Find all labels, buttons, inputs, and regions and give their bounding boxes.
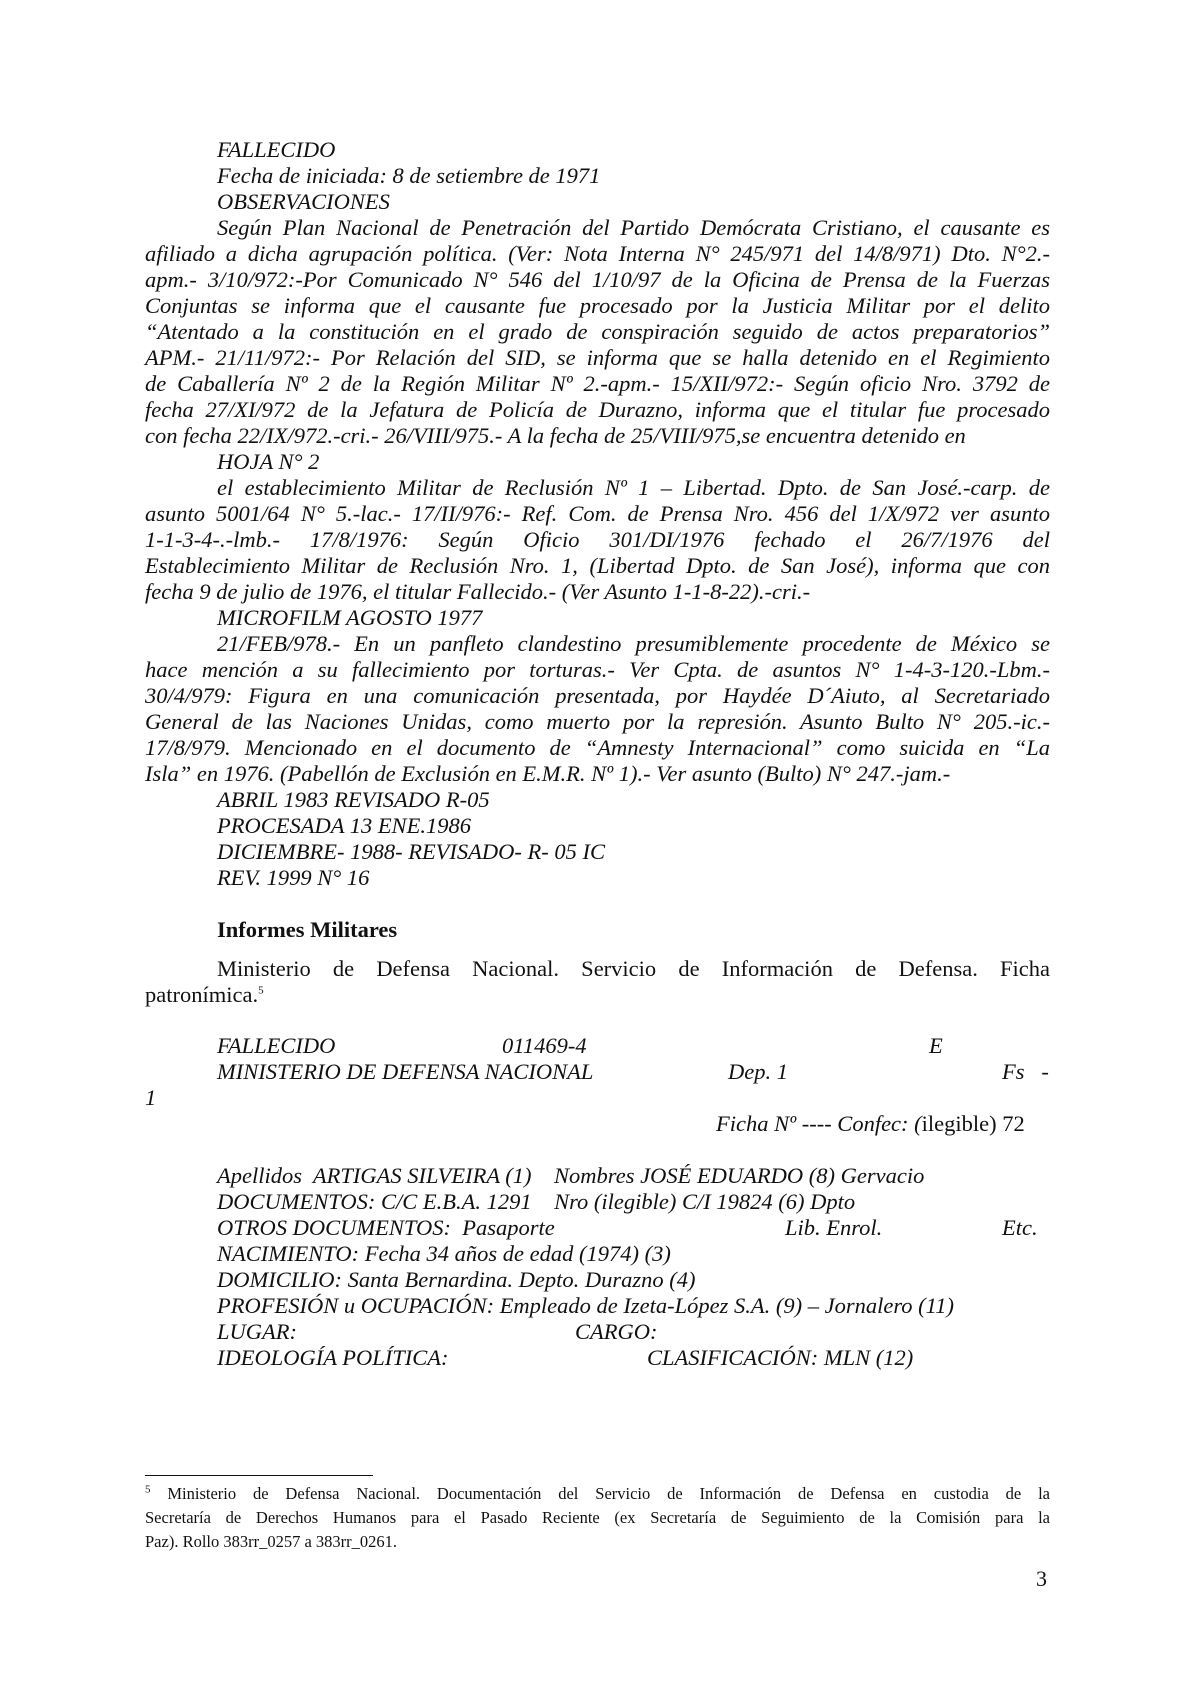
observaciones-line: Conjuntas se informa que el causante fue procesado por la Justicia Militar por el delito bbox=[145, 293, 1050, 318]
ficha2-clasificacion: CLASIFICACIÓN: MLN (12) bbox=[647, 1345, 914, 1370]
ficha2-ministerio: MINISTERIO DE DEFENSA NACIONAL bbox=[217, 1059, 594, 1084]
revision-line: REV. 1999 N° 16 bbox=[217, 865, 370, 890]
ficha2-lugar: LUGAR: bbox=[217, 1319, 297, 1344]
footnote-number: 5 bbox=[145, 1483, 151, 1496]
ficha2-etc: Etc. bbox=[1002, 1215, 1038, 1240]
revision-line: ABRIL 1983 REVISADO R-05 bbox=[217, 787, 490, 812]
observaciones-line: fecha 27/XI/972 de la Jefatura de Policía de Durazno, informa que el titular fue procesado bbox=[145, 397, 1050, 422]
hoja-line: asunto 5001/64 N° 5.-lac.- 17/II/976:- Ref. Com. de Prensa Nro. 456 del 1/X/972 ver asunto bbox=[145, 501, 1050, 526]
hoja-line: 1-1-3-4-.-lmb.- 17/8/1976: Según Oficio 301/DI/1976 fechado el 26/7/1976 del bbox=[145, 527, 1050, 552]
ficha2-nacimiento: NACIMIENTO: Fecha 34 años de edad (1974) (3) bbox=[217, 1241, 671, 1266]
footnote-reference: 5 bbox=[258, 984, 264, 997]
ficha2-ideologia: IDEOLOGÍA POLÍTICA: bbox=[217, 1345, 449, 1370]
observaciones-line: de Caballería Nº 2 de la Región Militar Nº 2.-apm.- 15/XII/972:- Según oficio Nro. 3792 de bbox=[145, 371, 1050, 396]
microfilm-label: MICROFILM AGOSTO 1977 bbox=[217, 605, 483, 630]
informes-paragraph-end: patronímica. bbox=[145, 982, 259, 1007]
ficha2-profesion: PROFESIÓN u OCUPACIÓN: Empleado de Izeta-López S.A. (9) – Jornalero (11) bbox=[217, 1293, 954, 1318]
observaciones-heading: OBSERVACIONES bbox=[217, 189, 390, 214]
observaciones-line: afiliado a dicha agrupación política. (Ver: Nota Interna N° 245/971 del 14/8/971) Dto. N°2.- bbox=[145, 241, 1050, 266]
observaciones-line: Según Plan Nacional de Penetración del Partido Demócrata Cristiano, el causante es bbox=[217, 215, 1050, 240]
status-fallecido: FALLECIDO bbox=[217, 137, 336, 162]
feb-line: Isla” en 1976. (Pabellón de Exclusión en E.M.R. Nº 1).- Ver asunto (Bulto) N° 247.-jam.- bbox=[145, 761, 951, 786]
feb-line: hace mención a su fallecimiento por torturas.- Ver Cpta. de asuntos N° 1-4-3-120.-Lbm.- bbox=[145, 657, 1050, 682]
informes-paragraph-line bbox=[145, 981, 1050, 1009]
hoja-line: fecha 9 de julio de 1976, el titular Fallecido.- (Ver Asunto 1-1-8-22).-cri.- bbox=[145, 579, 811, 604]
feb-line: General de las Naciones Unidas, como muerto por la represión. Asunto Bulto N° 205.-ic.- bbox=[145, 709, 1050, 734]
ficha2-fallecido: FALLECIDO bbox=[217, 1033, 336, 1058]
ficha2-one: 1 bbox=[145, 1085, 157, 1110]
observaciones-line: “Atentado a la constitución en el grado de conspiración seguido de actos preparatorios” bbox=[145, 319, 1050, 344]
observaciones-line: APM.- 21/11/972:- Por Relación del SID, se informa que se halla detenido en el Regimiento bbox=[145, 345, 1050, 370]
ficha2-e: E bbox=[929, 1033, 943, 1058]
footnote-divider bbox=[145, 1475, 373, 1476]
hoja-label: HOJA N° 2 bbox=[217, 449, 320, 474]
ficha2-lib-enrol: Lib. Enrol. bbox=[785, 1215, 883, 1240]
page-number: 3 bbox=[1036, 1566, 1047, 1591]
ficha2-dep: Dep. 1 bbox=[728, 1059, 788, 1084]
footnote-text: Ministerio de Defensa Nacional. Documentación del Servicio de Información de Defensa en custodia de la bbox=[150, 1484, 1050, 1503]
footnote-line bbox=[145, 1482, 1050, 1506]
observaciones-line: con fecha 22/IX/972.-cri.- 26/VIII/975.- A la fecha de 25/VIII/975,se encuentra detenido en bbox=[145, 423, 966, 448]
informes-paragraph-line: Ministerio de Defensa Nacional. Servicio de Información de Defensa. Ficha bbox=[217, 956, 1050, 981]
ficha2-cargo: CARGO: bbox=[575, 1319, 658, 1344]
ficha2-otros-documentos: OTROS DOCUMENTOS: Pasaporte bbox=[217, 1215, 555, 1240]
feb-line: 30/4/979: Figura en una comunicación presentada, por Haydée D´Aiuto, al Secretariado bbox=[145, 683, 1050, 708]
hoja-line: Establecimiento Militar de Reclusión Nro. 1, (Libertad Dpto. de San José), informa que con bbox=[145, 553, 1050, 578]
ficha2-fs: Fs - bbox=[1002, 1059, 1049, 1084]
ilegible-text: ilegible) 72 bbox=[921, 1111, 1025, 1136]
ficha2-ficha-no bbox=[716, 1110, 1025, 1138]
hoja-line: el establecimiento Militar de Reclusión Nº 1 – Libertad. Dpto. de San José.-carp. de bbox=[217, 475, 1050, 500]
ficha2-code: 011469-4 bbox=[502, 1033, 587, 1058]
section-heading: Informes Militares bbox=[217, 917, 398, 942]
revision-line: PROCESADA 13 ENE.1986 bbox=[217, 813, 471, 838]
ficha2-apellidos: Apellidos ARTIGAS SILVEIRA (1) Nombres JOSÉ EDUARDO (8) Gervacio bbox=[217, 1163, 925, 1188]
revision-line: DICIEMBRE- 1988- REVISADO- R- 05 IC bbox=[217, 839, 606, 864]
ficha-number-label: Ficha Nº ---- Confec: ( bbox=[716, 1111, 922, 1136]
ficha2-documentos: DOCUMENTOS: C/C E.B.A. 1291 Nro (ilegible) C/I 19824 (6) Dpto bbox=[217, 1189, 856, 1214]
ficha2-domicilio: DOMICILIO: Santa Bernardina. Depto. Durazno (4) bbox=[217, 1267, 696, 1292]
footnote-line: Paz). Rollo 383rr_0257 a 383rr_0261. bbox=[145, 1532, 398, 1551]
feb-line: 17/8/979. Mencionado en el documento de “Amnesty Internacional” como suicida en “La bbox=[145, 735, 1050, 760]
fecha-iniciada: Fecha de iniciada: 8 de setiembre de 1971 bbox=[217, 163, 601, 188]
observaciones-line: apm.- 3/10/972:-Por Comunicado N° 546 del 1/10/97 de la Oficina de Prensa de la Fuerzas bbox=[145, 267, 1050, 292]
footnote-line: Secretaría de Derechos Humanos para el Pasado Reciente (ex Secretaría de Seguimiento de la Comisión para la bbox=[145, 1508, 1050, 1527]
feb-line: 21/FEB/978.- En un panfleto clandestino presumiblemente procedente de México se bbox=[217, 631, 1050, 656]
